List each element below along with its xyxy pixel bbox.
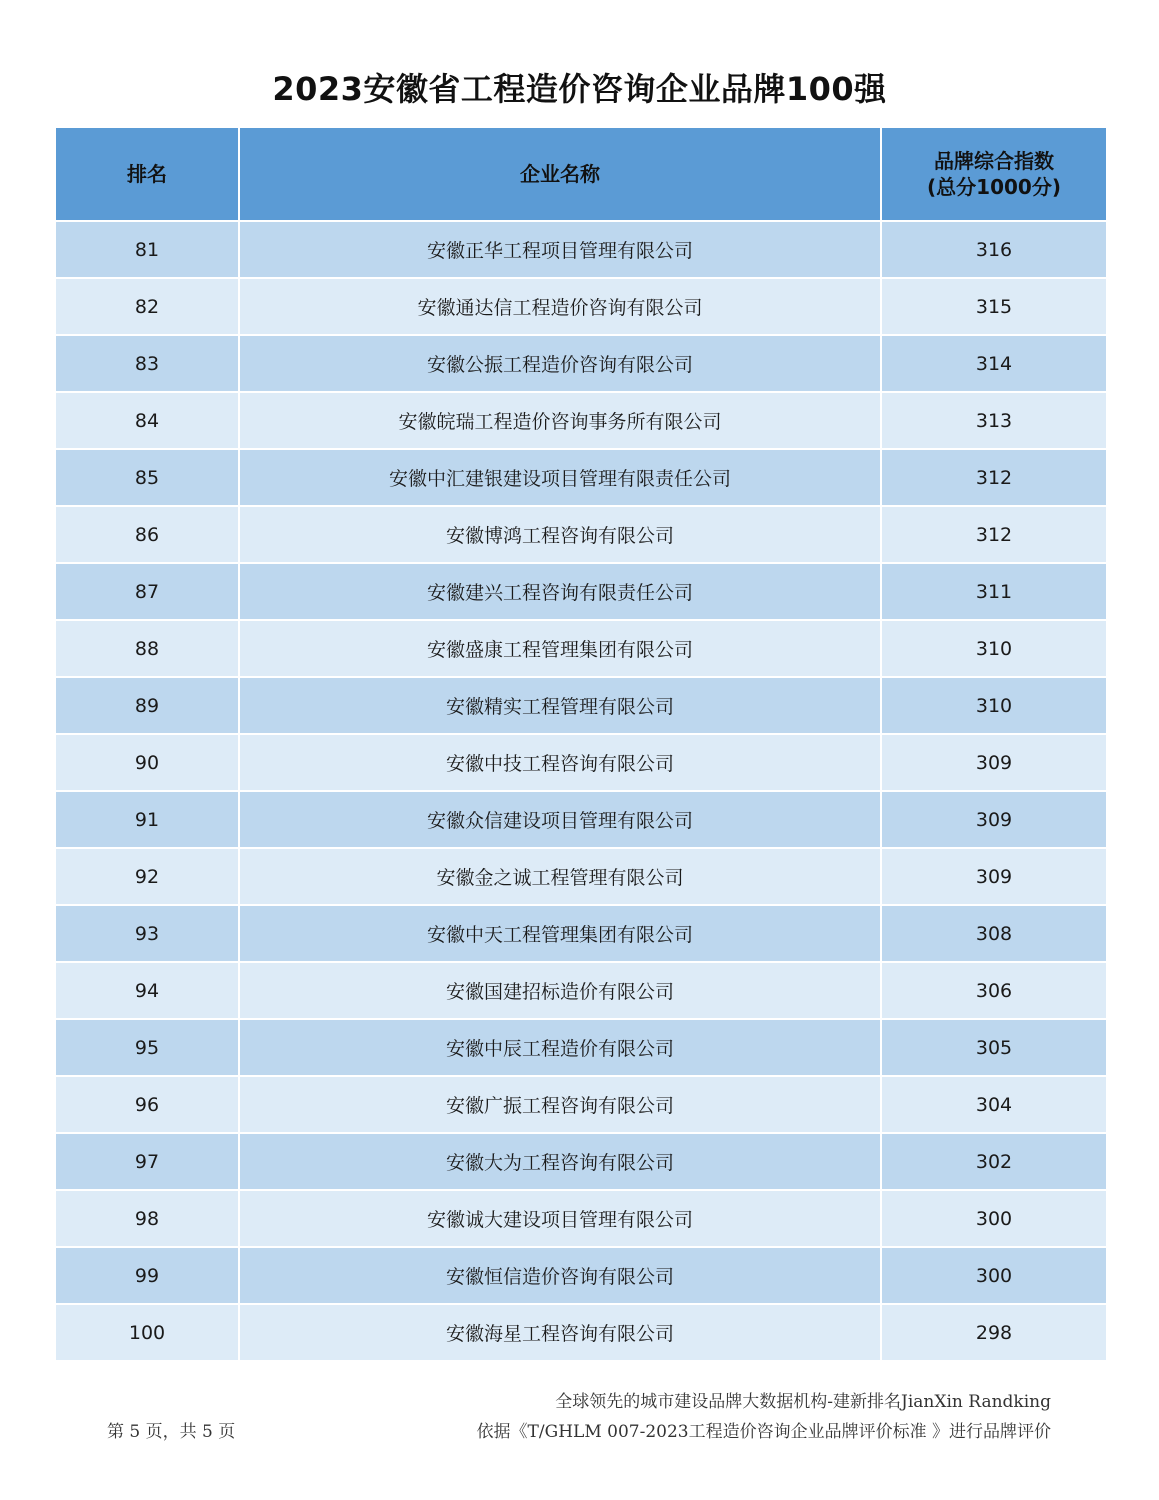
table-row [55,1304,1107,1361]
score-cell: 309 [881,848,1107,905]
score-cell: 310 [881,677,1107,734]
company-name-cell: 安徽金之诚工程管理有限公司 [239,848,881,905]
header-name: 企业名称 [239,127,881,221]
rank-cell: 81 [55,221,239,278]
score-cell: 309 [881,791,1107,848]
rank-cell: 85 [55,449,239,506]
company-name-cell: 安徽正华工程项目管理有限公司 [239,221,881,278]
company-name-cell: 安徽众信建设项目管理有限公司 [239,791,881,848]
score-cell: 308 [881,905,1107,962]
footer-source: 全球领先的城市建设品牌大数据机构-建新排名JianXin Randking [555,1392,1051,1412]
company-name-cell: 安徽中汇建银建设项目管理有限责任公司 [239,449,881,506]
rank-cell: 93 [55,905,239,962]
company-name-cell: 安徽皖瑞工程造价咨询事务所有限公司 [239,392,881,449]
company-name-cell: 安徽中天工程管理集团有限公司 [239,905,881,962]
rank-cell: 82 [55,278,239,335]
company-name-cell: 安徽广振工程咨询有限公司 [239,1076,881,1133]
table-row [55,1133,1107,1190]
score-cell: 300 [881,1190,1107,1247]
score-cell: 298 [881,1304,1107,1361]
table-row [55,791,1107,848]
rank-cell: 88 [55,620,239,677]
rank-cell: 99 [55,1247,239,1304]
table-row [55,1076,1107,1133]
score-cell: 315 [881,278,1107,335]
table-row [55,1190,1107,1247]
rank-cell: 83 [55,335,239,392]
company-name-cell: 安徽博鸿工程咨询有限公司 [239,506,881,563]
rank-cell: 92 [55,848,239,905]
rank-cell: 89 [55,677,239,734]
table-row [55,905,1107,962]
company-name-cell: 安徽盛康工程管理集团有限公司 [239,620,881,677]
table-row [55,677,1107,734]
company-name-cell: 安徽通达信工程造价咨询有限公司 [239,278,881,335]
header-score-line1: 品牌综合指数 [934,149,1054,173]
score-cell: 314 [881,335,1107,392]
table-row [55,449,1107,506]
table-header-row [55,127,1107,221]
rank-cell: 90 [55,734,239,791]
header-score [881,127,1107,221]
score-cell: 300 [881,1247,1107,1304]
company-name-cell: 安徽诚大建设项目管理有限公司 [239,1190,881,1247]
rank-cell: 98 [55,1190,239,1247]
company-name-cell: 安徽大为工程咨询有限公司 [239,1133,881,1190]
score-cell: 312 [881,506,1107,563]
table-row [55,278,1107,335]
page-title: 2023安徽省工程造价咨询企业品牌100强 [272,70,887,108]
score-cell: 305 [881,1019,1107,1076]
score-cell: 311 [881,563,1107,620]
rank-cell: 91 [55,791,239,848]
company-name-cell: 安徽公振工程造价咨询有限公司 [239,335,881,392]
table-row [55,620,1107,677]
footer-page-info: 第 5 页，共 5 页 [107,1422,236,1442]
score-cell: 302 [881,1133,1107,1190]
table-row [55,506,1107,563]
score-cell: 313 [881,392,1107,449]
company-name-cell: 安徽建兴工程咨询有限责任公司 [239,563,881,620]
company-name-cell: 安徽精实工程管理有限公司 [239,677,881,734]
company-name-cell: 安徽中技工程咨询有限公司 [239,734,881,791]
rank-cell: 86 [55,506,239,563]
rank-cell: 100 [55,1304,239,1361]
table-row [55,335,1107,392]
ranking-table [54,126,1108,1362]
company-name-cell: 安徽国建招标造价有限公司 [239,962,881,1019]
rank-cell: 84 [55,392,239,449]
company-name-cell: 安徽恒信造价咨询有限公司 [239,1247,881,1304]
rank-cell: 94 [55,962,239,1019]
table-row [55,392,1107,449]
header-rank: 排名 [55,127,239,221]
rank-cell: 87 [55,563,239,620]
score-cell: 312 [881,449,1107,506]
score-cell: 306 [881,962,1107,1019]
table-row [55,221,1107,278]
table-row [55,1019,1107,1076]
footer-standard: 依据《T/GHLM 007-2023工程造价咨询企业品牌评价标准 》进行品牌评价 [476,1422,1051,1442]
table-row [55,1247,1107,1304]
company-name-cell: 安徽海星工程咨询有限公司 [239,1304,881,1361]
score-cell: 304 [881,1076,1107,1133]
company-name-cell: 安徽中辰工程造价有限公司 [239,1019,881,1076]
score-cell: 309 [881,734,1107,791]
table-row [55,734,1107,791]
rank-cell: 96 [55,1076,239,1133]
table-row [55,962,1107,1019]
score-cell: 310 [881,620,1107,677]
score-cell: 316 [881,221,1107,278]
header-score-line2: (总分1000分) [927,175,1061,199]
rank-cell: 95 [55,1019,239,1076]
table-row [55,848,1107,905]
rank-cell: 97 [55,1133,239,1190]
table-row [55,563,1107,620]
